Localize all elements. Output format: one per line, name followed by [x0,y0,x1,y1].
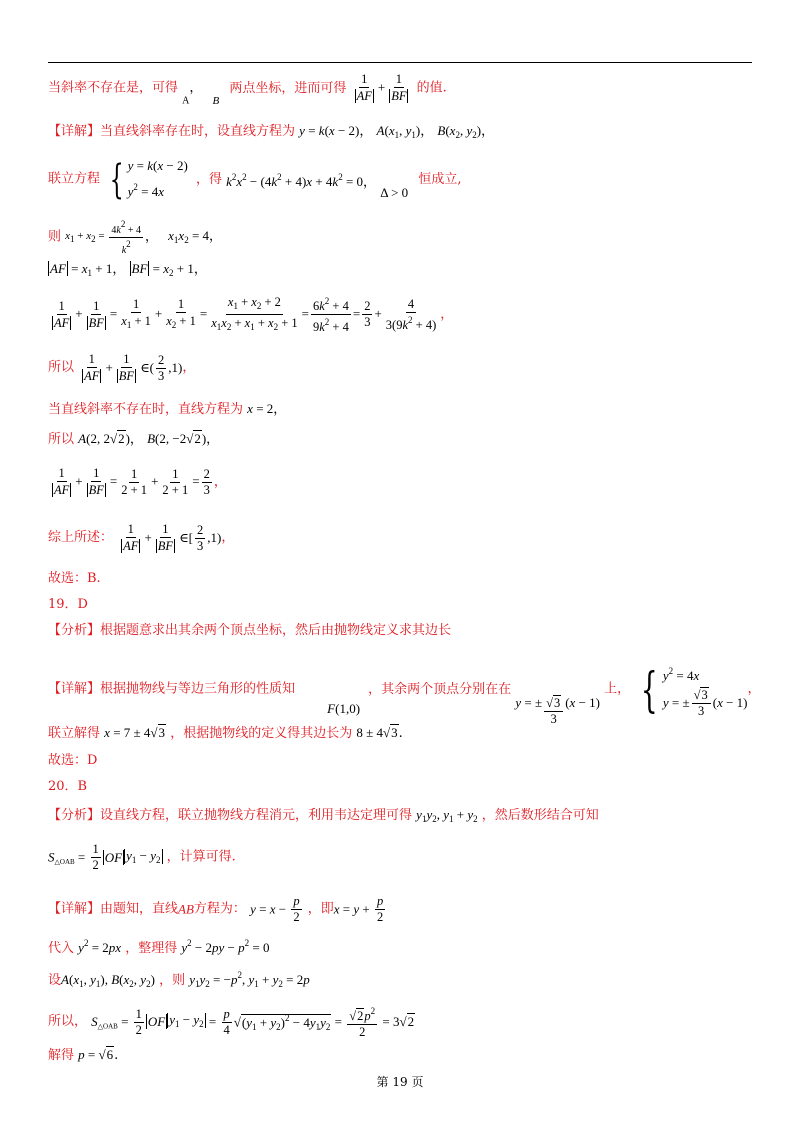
math-fraction: $\frac{4k2 + 4}{k2}$ [111,219,141,256]
math-fraction: $\frac{1}{AF}$ [54,298,70,330]
text-span: 则 [48,229,62,245]
text-span: 【详解】当直线斜率存在时，设直线方程为 [48,124,296,139]
text-line: 所以， $S_{\triangle OAB}$ = $\frac{1}{2}$ OF $y_1 - y_2$ = $\frac{p}{4}$ $√(y_1 + y_2)^2 - 4y_1y_2$ = $\frac{√2p^2}{2}$ = 3√2 [48,1006,415,1039]
text-line: 解得 p = √6. [48,1047,119,1063]
text-line: 故选：D [48,753,98,768]
math: AB [178,901,194,917]
text-span: 两点坐标，进而可得 [229,80,347,96]
question-number: 19．D [48,597,88,612]
text-span: ，则 [159,973,186,988]
text-span: ，其余两个顶点分别在在 [368,681,512,697]
math-fraction: $\frac{6k^2 + 4}{9k^2 + 4}$ [312,296,349,334]
math-fraction: $\frac{p}{4}$ [223,1006,230,1037]
math-fraction: $\frac{1}{BF}$ [118,352,135,383]
text-line: 当斜率不存在是，可得 $_A$， $_B$ 两点坐标，进而可得 $\frac{1}{AF}$ + $\frac{1}{BF}$ 的值. [48,72,447,107]
math-fraction: $\frac{1}{2}$ [92,842,99,872]
math-fraction: $\frac{4}{3(9k^2 + 4)}$ [385,296,437,332]
text-line: 联立解得 x = 7 ± 4√3 ，根据抛物线的定义得其边长为 8 ± 4√3. [48,725,403,741]
math: p [78,1047,85,1062]
math-fraction: $\frac{1}{AF}$ [54,466,70,497]
math: x [333,901,340,917]
text-line: 【分析】设直线方程，联立抛物线方程消元，利用韦达定理可得 $y_1y_2$, $y_1 + y_2$ ，然后数形结合可知 [48,807,599,824]
math: y [416,807,422,822]
math-fraction: $\frac{p}{2}$ [293,894,300,924]
text-span: 的值. [416,80,447,96]
math: A [78,431,87,446]
math: B [437,123,446,138]
text-line: 【分析】根据题意求出其余两个顶点坐标，然后由抛物线定义求其边长 [48,623,452,638]
text-span: ，整理得 [125,941,178,956]
text-line: 则 $x_1 + x_2$ = $\frac{4k2 + 4}{k2}$ ， $x_1x_2 = 4$， [48,219,223,256]
equation-line: $\frac{1}{AF}$ + $\frac{1}{BF}$ = $\frac{1}{x_1 + 1}$ + $\frac{1}{x_2 + 1}$ = $\frac{x_1 + x_2 + 2}{x_1x_2 + x_1 + x_2 + 1}$ = $\frac{6k^2 + 4}{9k^2 + 4}$ = $\frac{2}{3}$ + $\frac{4}{3(9k^2 + 4)}$ ， [48,294,453,335]
math: y [299,123,305,138]
text-line: 综上所述： $\frac{1}{AF}$ + $\frac{1}{BF}$ ∈[ $\frac{2}{3}$ ,1)， [48,522,235,553]
text-span: 联立解得 [48,726,101,741]
math-fraction: $\frac{1}{x_2 + 1}$ [166,296,196,330]
text-span: 所以 [48,432,75,447]
math: AF [50,261,66,276]
text-line [48,156,461,203]
math: y [78,940,84,955]
text-span: ，得 [195,171,222,187]
text-line: 代入 $y^2 = 2px$ ，整理得 $y^2 - 2py - p^2 = 0$ [48,938,270,956]
text-span: 代入 [48,941,75,956]
math: Δ > 0 [380,185,409,200]
math-fraction: $\frac{2}{3}$ [158,352,165,383]
equation-line: $\frac{1}{AF}$ + $\frac{1}{BF}$ = $\frac{1}{2 + 1}$ + $\frac{1}{2 + 1}$ = $\frac{2}{3}$ ， [48,466,227,498]
text-line: 所以 $\frac{1}{AF}$ + $\frac{1}{BF}$ ∈( $\frac{2}{3}$ ,1)， [48,352,196,383]
text-span: 所以 [48,360,75,375]
page-footer: 第 19 页 [376,1075,424,1089]
math-fraction: $\frac{1}{2 + 1}$ [121,466,148,497]
math-fraction: $\frac{x_1 + x_2 + 2}{x_1x_2 + x_1 + x_2 + 1}$ [211,295,298,332]
math-fraction: $\frac{1}{BF}$ [88,298,104,330]
text-span: 恒成立, [418,171,462,187]
math: y = ± [515,695,543,710]
text-span: 上， [604,681,631,697]
math: BF [131,261,148,276]
math: $x_1 + x_2$ = [65,230,108,244]
text-span: 综上所述： [48,530,114,545]
text-span: ，即 [307,901,334,917]
text-line: 当直线斜率不存在时，直线方程为 x = 2， [48,401,287,417]
math-system: { $y^2 = 4x$ y = ± $\frac{√3}{3}$ (x − 1) [641,661,748,718]
math-fraction: $\frac{1}{AF}$ [84,352,100,383]
text-span: 方程为： [193,901,246,917]
math-fraction: $\frac{1}{BF}$ [391,72,407,103]
math: B [147,431,156,446]
text-line: AF = $x_1 + 1$， BF = $x_2 + 1$， [50,261,207,278]
math-fraction: $\frac{2}{3}$ [364,299,371,329]
text-span: 所以， [48,1014,88,1029]
math: $k^2x^2 - (4k^2 + 4)x + 4k^2 = 0$， [226,171,377,190]
text-line: 所以 A(2, 2√2)， B(2, −2√2)， [48,431,220,447]
text-span: ， [189,80,203,96]
math-fraction: $\frac{1}{BF}$ [157,522,174,553]
math: x [247,401,253,416]
math: F(1,0) [327,701,361,716]
math: $x_1x_2 = 4$， [168,227,223,245]
math-fraction: $\frac{2}{3}$ [203,466,210,497]
math-fraction: $\frac{1}{BF}$ [88,466,104,497]
math: x [104,725,110,740]
text-span: 设 [48,973,62,988]
math-fraction: $\frac{1}{x_1 + 1}$ [121,296,151,330]
question-number: 20．B [48,779,88,794]
math: S [91,1014,98,1029]
math-fraction: $\frac{1}{AF}$ [356,72,372,103]
text-line: 设$A(x_1$, $y_1$), $B(x_2$, $y_2$) ，则 $y_1y_2 = -p^2$, $y_1 + y_2 = 2p$ [48,970,310,989]
text-line: 故选：B. [48,571,101,586]
math: A [182,95,190,107]
header-rule [48,62,752,63]
text-line: $S_{\triangle OAB}$ = $\frac{1}{2}$ OF $y_1 - y_2$ ，计算可得. [48,842,236,872]
math: 8 ± 4√3 [356,725,398,740]
math-fraction: $\frac{p}{2}$ [376,894,384,924]
math: A [376,123,385,138]
text-line: 【详解】由题知，直线AB方程为： y = x − $\frac{p}{2}$ ，即x = y + $\frac{p}{2}$ [48,894,384,924]
math: A [61,972,69,987]
text-span: ，根据抛物线的定义得其边长为 [170,726,353,741]
math: y [250,901,256,917]
text-line: 【详解】根据抛物线与等边三角形的性质知 F(1,0) ，其余两个顶点分别在在 y = ± $\frac{√3}{3}$ (x − 1) 上， { $y^2 = 4x$ y = ± $\frac{√3}{3}$ (x − 1) ， [48,661,761,726]
math: S [48,849,55,865]
math: B [212,94,220,107]
math-fraction: $\frac{1}{2}$ [135,1006,142,1037]
math-fraction: $\frac{1}{2 + 1}$ [162,466,189,497]
math-fraction: $\frac{√2p^2}{2}$ [349,1006,376,1039]
text-span: 【详解】根据抛物线与等边三角形的性质知 [48,681,296,697]
math-system: { y = k(x − 2) $y^2 = 4x$ [109,156,188,203]
text-span: ，然后数形结合可知 [481,808,599,823]
text-line: 【详解】当直线斜率存在时，设直线方程为 y = k(x − 2)， $A(x_1$, $y_1$)， $B(x_2$, $y_2$)， [48,123,495,140]
text-span: 联立方程 [48,171,101,187]
math: y [189,972,195,987]
text-span: 当斜率不存在是，可得 [48,80,179,96]
text-span: 解得 [48,1048,75,1063]
math-fraction: $\frac{2}{3}$ [197,522,204,553]
text-span: 【分析】设直线方程，联立抛物线方程消元，利用韦达定理可得 [48,808,413,823]
text-span: ，计算可得. [166,849,236,865]
math: y [181,940,188,955]
math-fraction: $\frac{√3}{3}$ [544,696,563,727]
math-fraction: $\frac{1}{AF}$ [123,522,139,553]
text-span: 【详解】由题知，直线 [48,901,179,917]
text-span: 当直线斜率不存在时，直线方程为 [48,402,244,417]
